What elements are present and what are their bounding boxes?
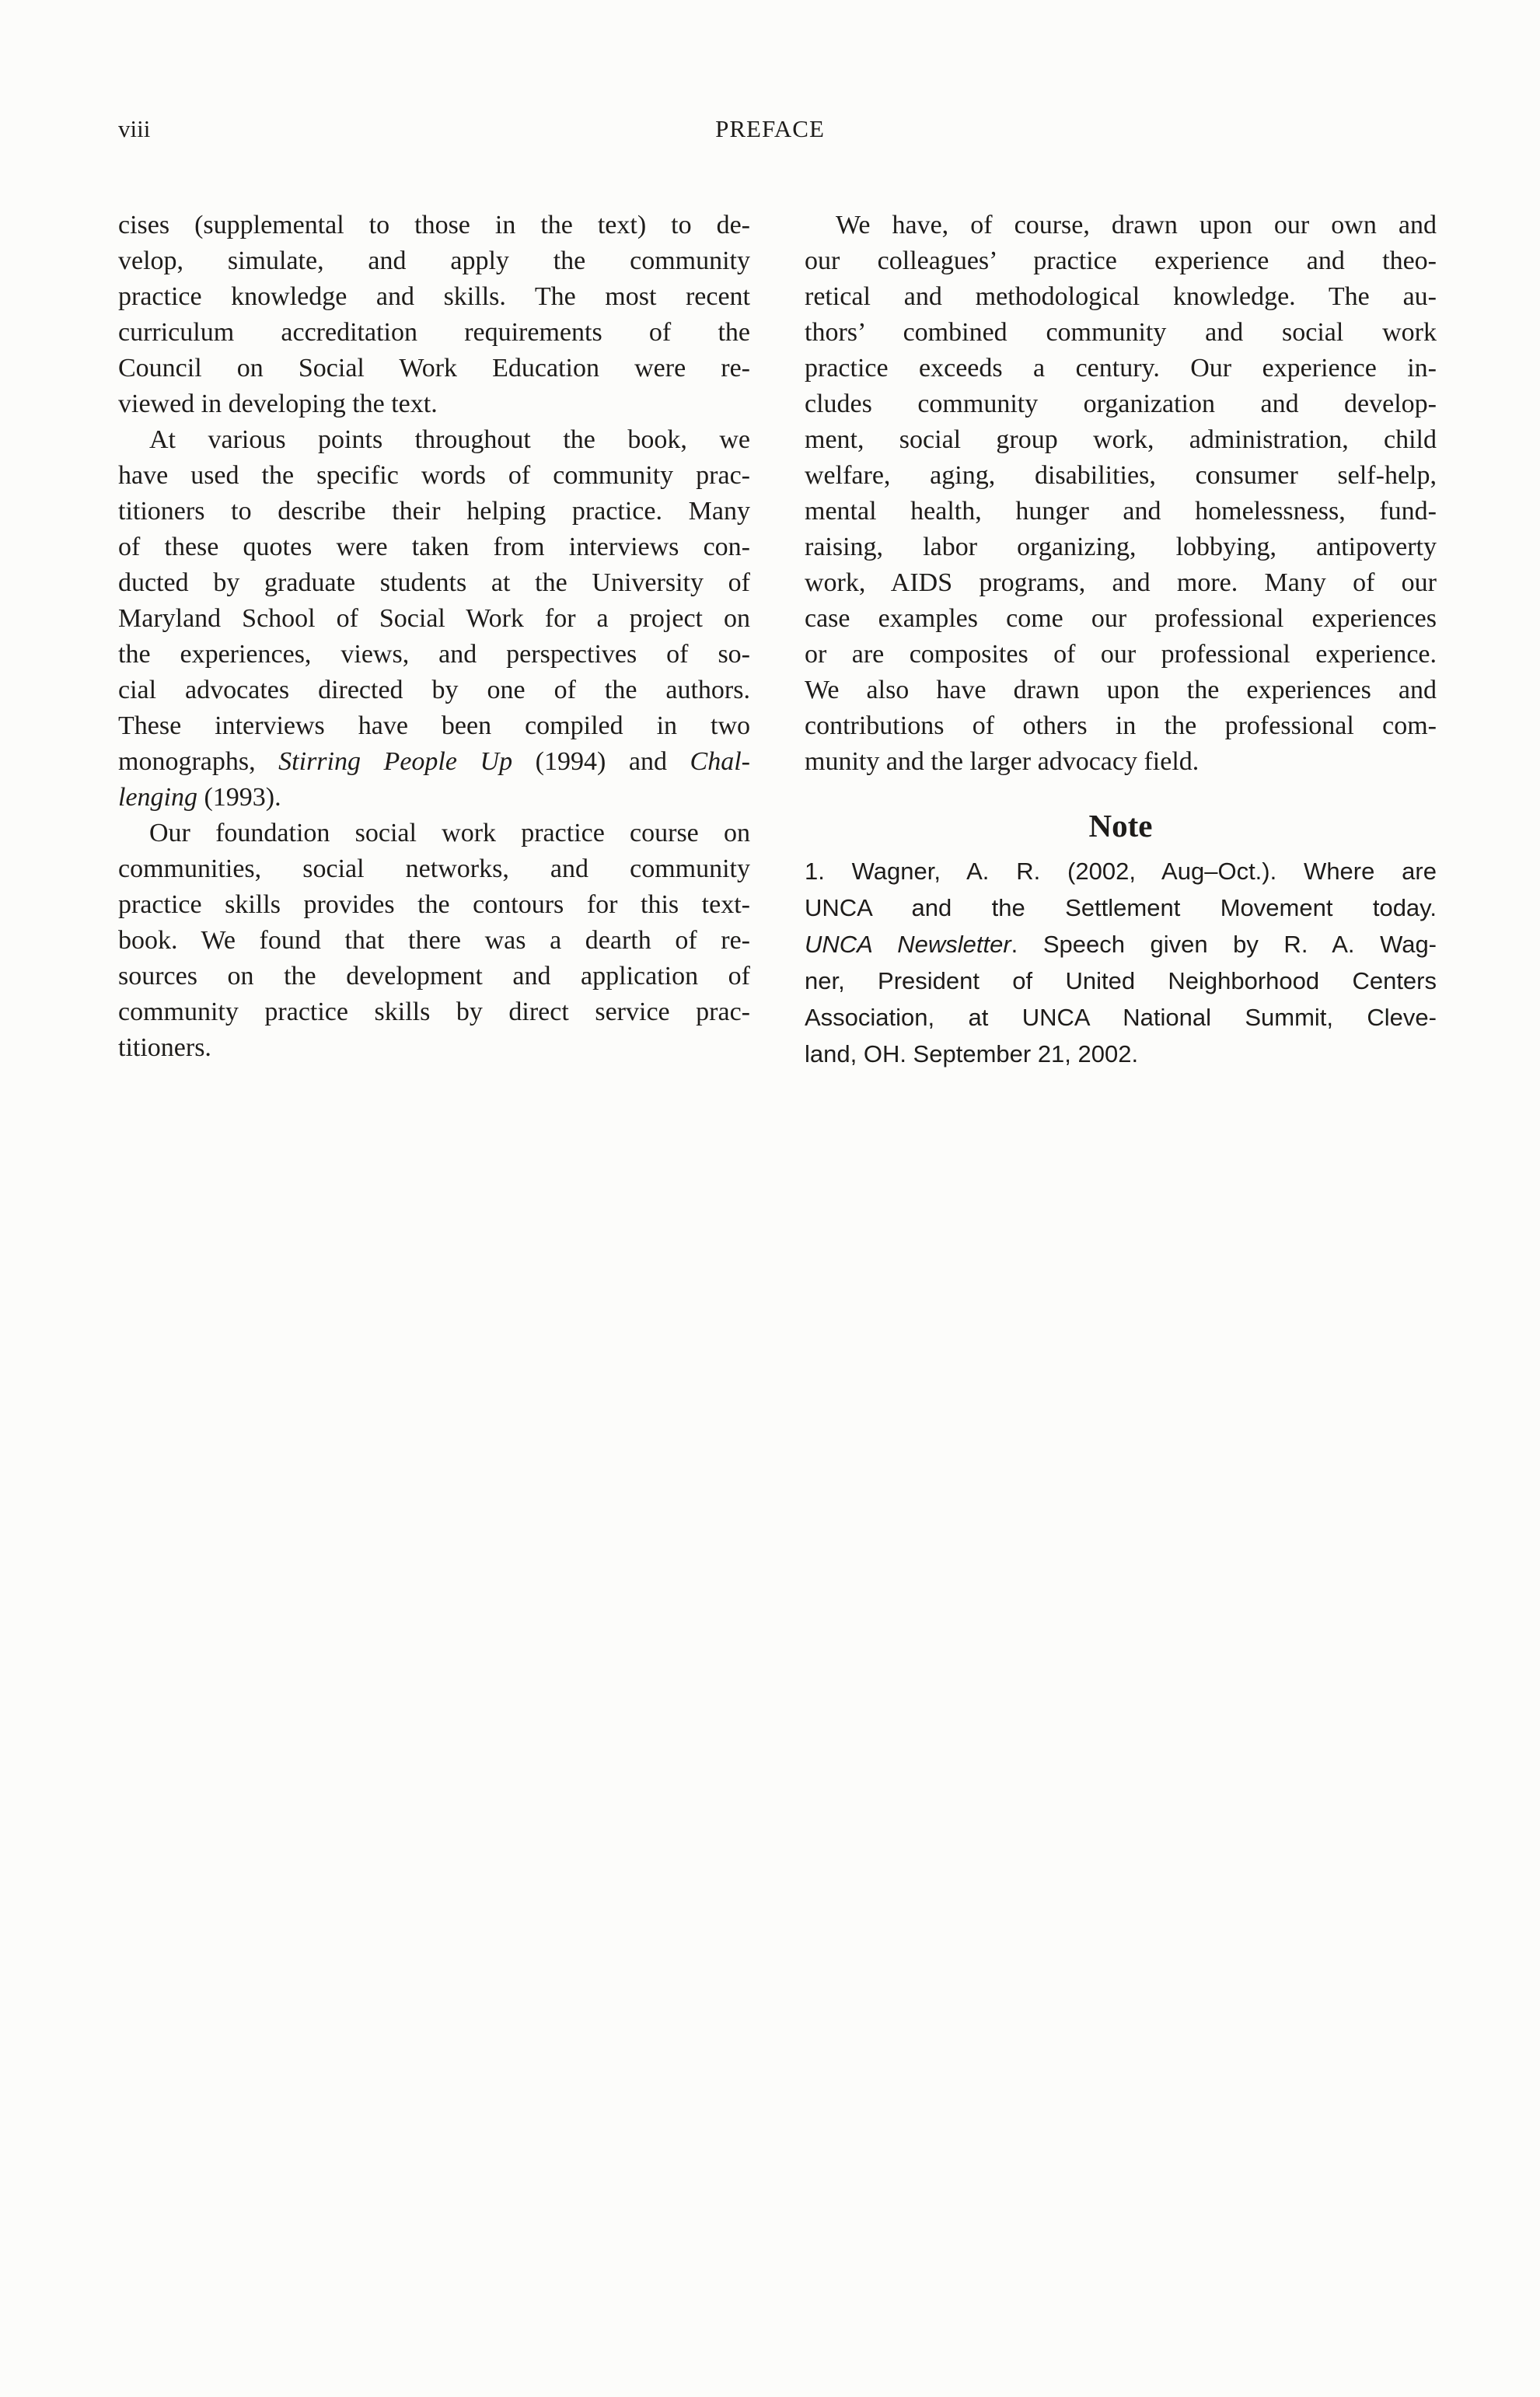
text-line: practice exceeds a century. Our experience in-	[805, 354, 1437, 383]
text-line: velop, simulate, and apply the community	[118, 246, 750, 275]
page-title: PREFACE	[715, 115, 825, 142]
text-line: curriculum accreditation requirements of the	[118, 318, 750, 347]
text-line: case examples come our professional experiences	[805, 604, 1437, 633]
text-line: At various points throughout the book, we	[149, 425, 750, 454]
text-line: have used the specific words of community prac-	[118, 461, 750, 490]
running-head	[0, 115, 1540, 146]
note-reference-block	[805, 853, 1437, 1072]
right-text-column	[805, 208, 1437, 1072]
text-line: communities, social networks, and community	[118, 854, 750, 883]
text-line: our colleagues’ practice experience and theo-	[805, 246, 1437, 275]
text-line: 1. Wagner, A. R. (2002, Aug–Oct.). Where are	[805, 858, 1437, 885]
text-line: book. We found that there was a dearth of re-	[118, 926, 750, 955]
text-line: raising, labor organizing, lobbying, antipoverty	[805, 533, 1437, 561]
text-line: retical and methodological knowledge. The au-	[805, 282, 1437, 311]
text-line: UNCA and the Settlement Movement today.	[805, 894, 1437, 921]
page-number: viii	[118, 115, 151, 142]
text-line: ment, social group work, administration, child	[805, 425, 1437, 454]
text-line: cludes community organization and develop-	[805, 390, 1437, 418]
text-line: We have, of course, drawn upon our own and	[836, 211, 1437, 239]
text-line: Our foundation social work practice course on	[149, 819, 750, 847]
text-line: community practice skills by direct service prac-	[118, 998, 750, 1026]
text-line: thors’ combined community and social work	[805, 318, 1437, 347]
text-line: work, AIDS programs, and more. Many of our	[805, 568, 1437, 597]
text-line: sources on the development and application of	[118, 962, 750, 991]
text-line: We also have drawn upon the experiences and	[805, 676, 1437, 704]
text-line: viewed in developing the text.	[118, 390, 438, 418]
text-line: monographs, Stirring People Up (1994) and Chal-	[118, 747, 750, 776]
text-line: of these quotes were taken from interviews con-	[118, 533, 750, 561]
text-line: or are composites of our professional experience.	[805, 640, 1437, 669]
text-line: land, OH. September 21, 2002.	[805, 1040, 1139, 1067]
text-line: Association, at UNCA National Summit, Cleve-	[805, 1004, 1437, 1031]
text-line: lenging (1993).	[118, 783, 281, 812]
text-line: Council on Social Work Education were re-	[118, 354, 750, 383]
text-line: munity and the larger advocacy field.	[805, 747, 1200, 776]
text-line: ducted by graduate students at the University of	[118, 568, 750, 597]
note-heading: Note	[1088, 808, 1153, 844]
text-line: the experiences, views, and perspectives of so-	[118, 640, 750, 669]
text-line: titioners.	[118, 1033, 211, 1062]
text-line: practice skills provides the contours for this text-	[118, 890, 750, 919]
text-line: Maryland School of Social Work for a project on	[118, 604, 750, 633]
text-line: ner, President of United Neighborhood Centers	[805, 967, 1437, 994]
text-line: welfare, aging, disabilities, consumer self-help,	[805, 461, 1437, 490]
text-line: practice knowledge and skills. The most recent	[118, 282, 750, 311]
text-line: titioners to describe their helping practice. Many	[118, 497, 750, 526]
text-line: cises (supplemental to those in the text) to de-	[118, 211, 750, 239]
text-columns	[118, 208, 1439, 1072]
text-line: cial advocates directed by one of the authors.	[118, 676, 750, 704]
left-text-column	[118, 208, 750, 1072]
text-line: UNCA Newsletter. Speech given by R. A. Wag-	[805, 931, 1437, 958]
text-line: contributions of others in the professional com-	[805, 711, 1437, 740]
text-line: mental health, hunger and homelessness, fund-	[805, 497, 1437, 526]
text-line: These interviews have been compiled in two	[118, 711, 750, 740]
